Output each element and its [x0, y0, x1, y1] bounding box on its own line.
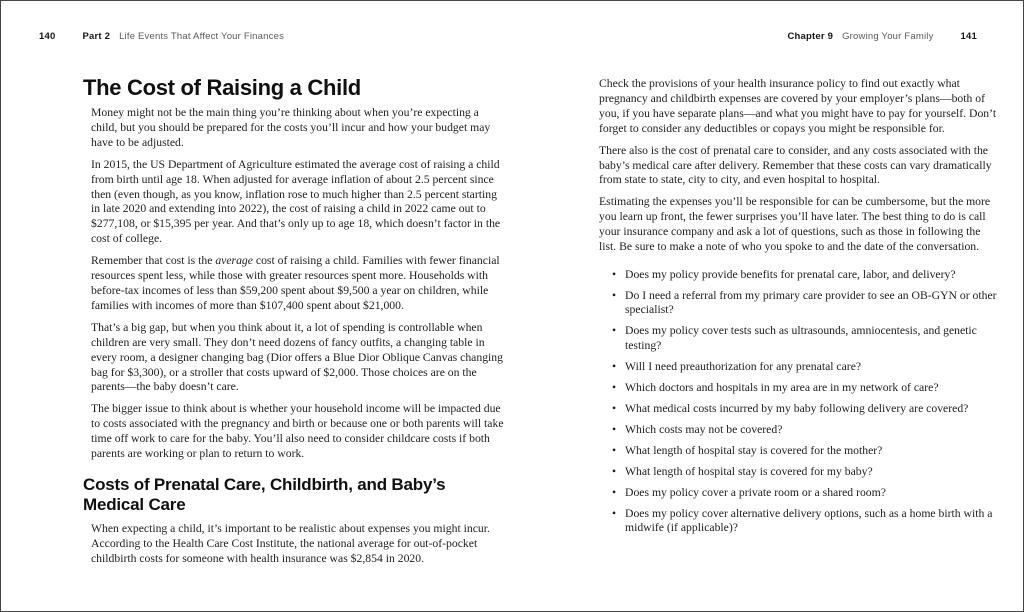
bullet-icon: •	[612, 267, 617, 281]
chapter-label: Chapter 9	[787, 31, 834, 42]
chapter-heading: The Cost of Raising a Child	[83, 75, 361, 100]
paragraph-text: Remember that cost is the	[91, 254, 216, 268]
bullet-icon: •	[612, 288, 617, 302]
paragraph: The bigger issue to think about is whether your household income will be impacted due to costs associated with the pregnancy and birth or because one or both parents will take time off work to care for the baby. You’ll also need to consider childcare costs if both parents are working or plan to return to work.	[91, 402, 504, 461]
bullet-icon: •	[612, 443, 617, 457]
left-section-body	[83, 522, 507, 567]
list-item-text: Will I need preauthorization for any prenatal care?	[625, 359, 862, 373]
paragraph: That’s a big gap, but when you think about it, a lot of spending is controllable when children are very small. They don’t need dozens of fancy outfits, a changing table in every room, a designer changing bag (Dior offers a Blue Dior Oblique Canvas changing bag for $3,300), or a stroller that costs upward of $2,000. Those choices are on the parents—the baby doesn’t care.	[91, 320, 503, 394]
part-label: Part 2	[82, 31, 111, 42]
bullet-icon: •	[612, 324, 617, 338]
paragraph: When expecting a child, it’s important to be realistic about expenses you might incur. According to the Health Care Cost Institute, the national average for out-of-pocket childbirth costs for someone with health insurance was $2,854 in 2020.	[91, 521, 490, 565]
bullet-icon: •	[612, 485, 617, 499]
chapter-title: Growing Your Family	[842, 31, 934, 42]
bullet-icon: •	[612, 380, 617, 394]
right-page-column	[599, 77, 998, 542]
section-heading: Costs of Prenatal Care, Childbirth, and Baby’s Medical Care	[83, 474, 446, 515]
list-item	[612, 486, 998, 501]
left-page-column	[83, 75, 507, 574]
bullet-icon: •	[612, 359, 617, 373]
paragraph: There also is the cost of prenatal care to consider, and any costs associated with the baby’s medical care after delivery. Remember that these costs can vary dramatically from state to state, city to city, and even hospital to hospital.	[599, 143, 992, 187]
italic-word: average	[215, 254, 253, 268]
list-item-text: Which doctors and hospitals in my area are in my network of care?	[625, 380, 939, 394]
list-item	[612, 324, 998, 353]
list-item	[612, 360, 998, 375]
bullet-icon: •	[612, 464, 617, 478]
page-number-left: 140	[39, 31, 56, 42]
bullet-icon: •	[612, 401, 617, 415]
running-head-right	[787, 31, 977, 42]
insurance-question-list	[612, 268, 998, 536]
running-head-left	[39, 31, 284, 42]
paragraph: Estimating the expenses you’ll be responsible for can be cumbersome, but the more you learn up front, the fewer surprises you’ll have later. The best thing to do is call your insurance company and ask a lot of questions, such as those in following the list. Be sure to make a note of who you spoke to and the date of the conversation.	[599, 195, 991, 254]
paragraph: Check the provisions of your health insurance policy to find out exactly what pregnancy and childbirth expenses are covered by your employer’s plans—both of you, if you have separate plans—and what you might have to pay for yourself. Don’t forget to consider any deductibles or copays you might be responsible for.	[599, 77, 997, 135]
list-item-text: What length of hospital stay is covered for the mother?	[625, 443, 883, 457]
list-item	[612, 268, 998, 283]
list-item-text: Does my policy provide benefits for prenatal care, labor, and delivery?	[625, 267, 956, 281]
paragraph-text: cost of raising a child. Families with fewer financial resources spent less, while those with greater resources spent more. Households with before-tax incomes of less than $59,200 spent about $9,500 a year on children, while families with incomes of more than $107,400 spent about $21,000.	[91, 254, 500, 312]
paragraph	[91, 254, 507, 314]
left-body-text	[83, 106, 507, 462]
list-item-text: Does my policy cover alternative delivery options, such as a home birth with a midwife (if applicable)?	[625, 506, 993, 535]
page-number-right: 141	[960, 31, 977, 42]
list-item-text: What length of hospital stay is covered for my baby?	[625, 464, 873, 478]
paragraph: Money might not be the main thing you’re thinking about when you’re expecting a child, but you should be prepared for the costs you’ll incur and how your budget may have to be adjusted.	[91, 106, 491, 149]
list-item	[612, 289, 998, 318]
list-item-text: Do I need a referral from my primary care provider to see an OB-GYN or other specialist?	[625, 288, 997, 317]
list-item	[612, 465, 998, 480]
list-item-text: Does my policy cover tests such as ultrasounds, amniocentesis, and genetic testing?	[625, 324, 977, 352]
bullet-icon: •	[612, 506, 617, 520]
part-title: Life Events That Affect Your Finances	[119, 31, 285, 42]
list-item-text: Does my policy cover a private room or a shared room?	[625, 485, 886, 499]
paragraph: In 2015, the US Department of Agriculture estimated the average cost of raising a child from birth until age 18. When adjusted for average inflation of about 2.5 percent since then (even though, as you know, inflation rose to much higher than 2.5 percent starting in late 2020 and extending into 2022), the cost of raising a child in 2022 came out to $277,108, or $15,395 per year. And that’s only up to age 18, which doesn’t factor in the cost of college.	[91, 157, 501, 246]
list-item-text: What medical costs incurred by my baby following delivery are covered?	[625, 401, 969, 415]
list-item	[612, 402, 998, 417]
list-item	[612, 507, 998, 536]
bullet-icon: •	[612, 422, 617, 436]
list-item	[612, 381, 998, 396]
list-item	[612, 444, 998, 459]
list-item-text: Which costs may not be covered?	[625, 422, 783, 436]
list-item	[612, 423, 998, 438]
